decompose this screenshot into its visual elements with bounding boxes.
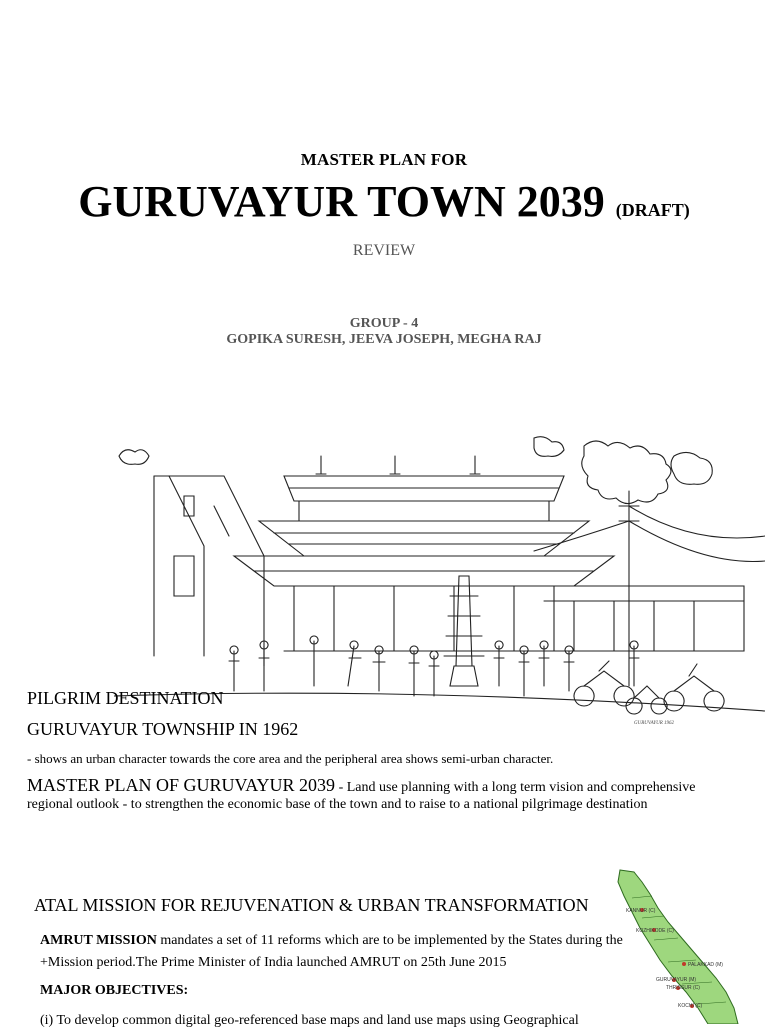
group-members: GOPIKA SURESH, JEEVA JOSEPH, MEGHA RAJ: [226, 332, 542, 347]
map-label: GURUVAYUR (M): [656, 977, 697, 983]
township-heading: GURUVAYUR TOWNSHIP IN 1962: [27, 719, 299, 739]
map-label: KANNUR (C): [626, 908, 656, 914]
review-label: REVIEW: [352, 242, 416, 259]
group-label: GROUP - 4: [349, 316, 419, 331]
amrut-lead: AMRUT MISSION: [40, 933, 157, 948]
temple-sketch-illustration: [114, 436, 765, 728]
map-label: KOZHIKODE (C): [636, 928, 674, 934]
map-marker: [682, 962, 686, 966]
masterplan-paragraph: [27, 777, 739, 813]
masterplan-text: - Land use planning with a long term vision and comprehensive regional outlook - to strengthen the economic base of the town and to raise to a national pilgrimage destination: [27, 780, 696, 812]
map-label: THRISSUR (C): [666, 985, 700, 991]
township-description: - shows an urban character towards the core area and the peripheral area shows semi-urban character.: [27, 751, 554, 766]
title-draft-tag: (DRAFT): [615, 200, 690, 220]
document-title: [0, 176, 768, 227]
map-label: KOCHI (C): [678, 1003, 703, 1009]
objective-item: (i) To develop common digital geo-referenced base maps and land use maps using Geographical: [40, 1013, 579, 1028]
document-subtitle: MASTER PLAN FOR: [300, 150, 468, 169]
sketch-signature: GURUVAYUR 1962: [634, 721, 675, 726]
amrut-paragraph: [40, 930, 630, 974]
amrut-text: mandates a set of 11 reforms which are to be implemented by the States during the +Mission period.The Prime Minister of India launched AMRUT on 25th June 2015: [40, 933, 623, 970]
masterplan-lead: MASTER PLAN OF GURUVAYUR 2039: [27, 775, 336, 795]
pilgrim-heading: PILGRIM DESTINATION: [27, 688, 224, 708]
amrut-heading: ATAL MISSION FOR REJUVENATION & URBAN TRANSFORMATION: [34, 895, 589, 915]
kerala-map: [612, 868, 768, 1024]
map-label: PALAKKAD (M): [688, 962, 723, 968]
title-text: GURUVAYUR TOWN 2039: [78, 177, 605, 226]
kerala-map-shape: [618, 870, 738, 1024]
objectives-label: MAJOR OBJECTIVES:: [40, 983, 189, 998]
